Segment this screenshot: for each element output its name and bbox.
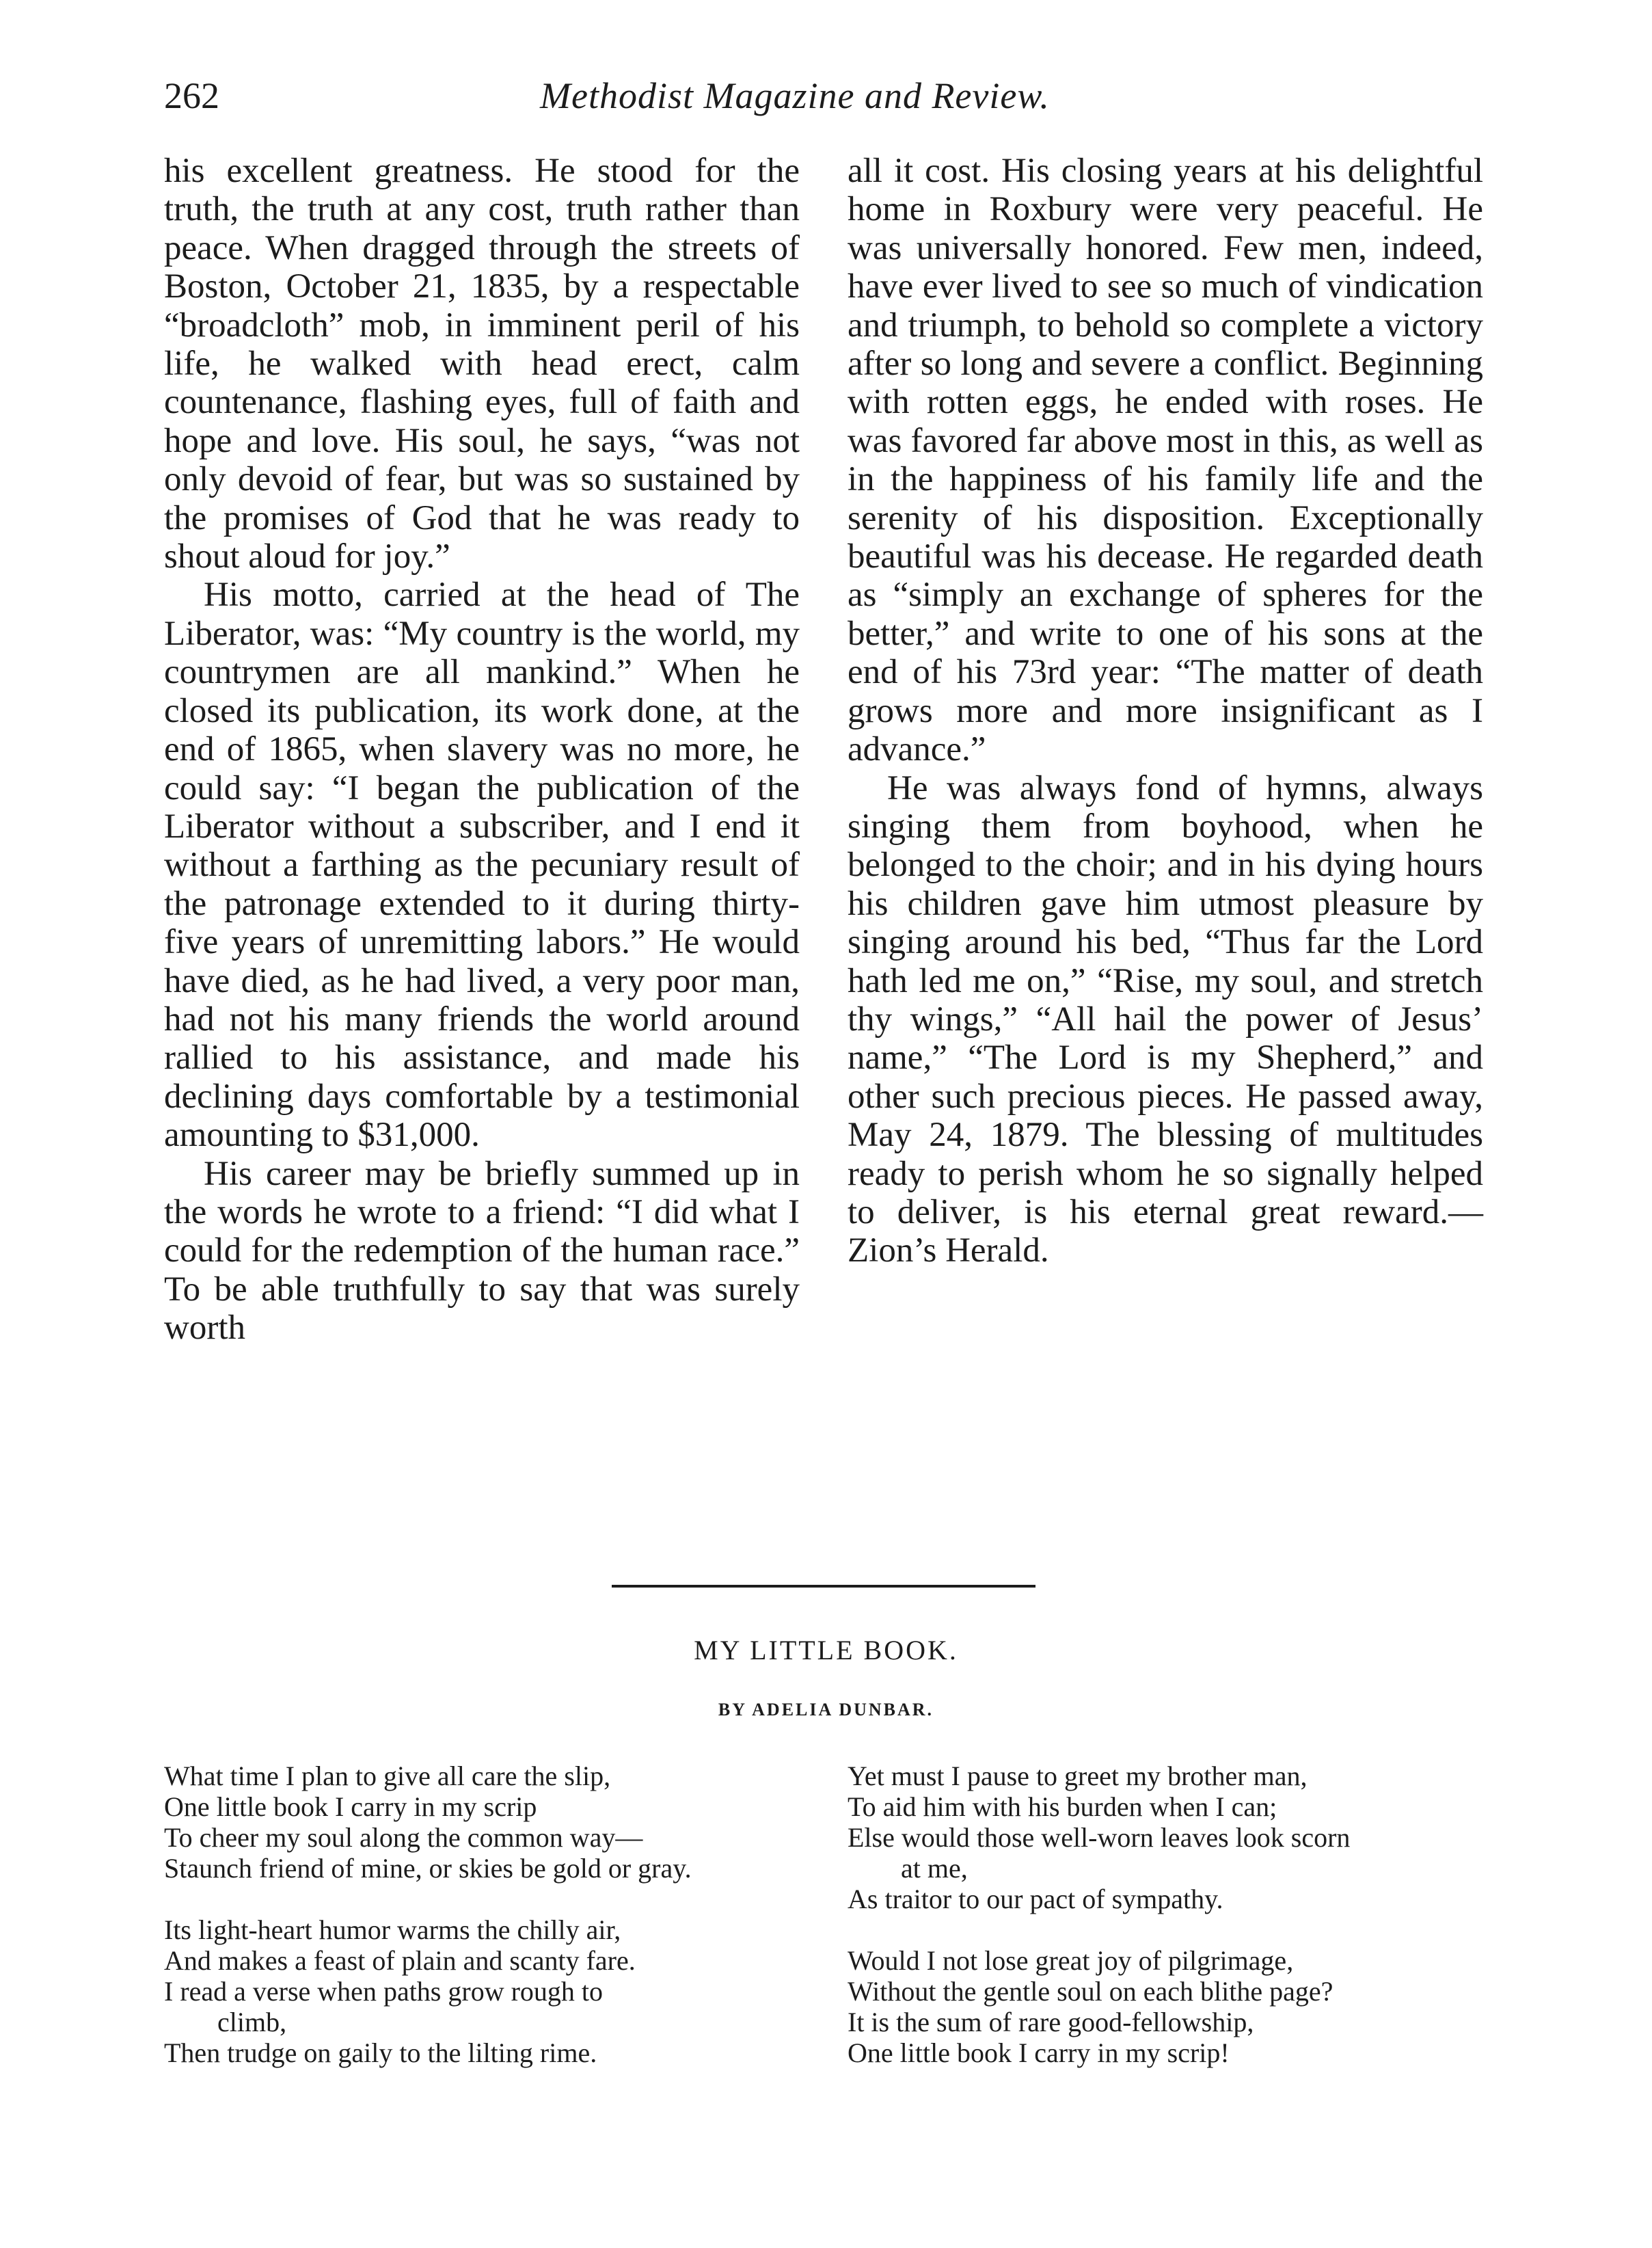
paragraph: his excellent greatness. He stood for the truth, the truth at any cost, truth rather than peace. When dragged through the streets of Boston, October 21, 1835, by a respectable “broadcloth” mob, in imminent peril of his life, he walked with head erect, calm countenance, flashing eyes, full of faith and hope and love. His soul, he says, “was not only devoid of fear, but was so sustained by the promises of God that he was ready to shout aloud for joy.” (164, 152, 800, 576)
verse-line: To cheer my soul along the common way— (164, 1822, 643, 1853)
paragraph: all it cost. His closing years at his delightful home in Roxbury were very peaceful. He was universally honored. Few men, indeed, have ever lived to see so much of vindication and triumph, to behold so complete a victory after so long and severe a conflict. Beginning with rotten eggs, he ended with roses. He was favored far above most in this, as well as in the happiness of his family life and the serenity of his disposition. Exceptionally beautiful was his decease. He regarded death as “simply an exchange of spheres for the better,” and write to one of his sons at the end of his 73rd year: “The matter of death grows more and more insignificant as I advance.” (848, 152, 1483, 769)
verse-line: And makes a feast of plain and scanty fare. (164, 1945, 636, 1976)
verse-line: Then trudge on gaily to the lilting rime. (164, 2037, 597, 2068)
poem-title: MY LITTLE BOOK. (694, 1635, 958, 1665)
verse-line: To aid him with his burden when I can; (848, 1791, 1277, 1822)
verse-line: Would I not lose great joy of pilgrimage, (848, 1945, 1294, 1976)
article-column-right (848, 152, 1483, 1270)
verse-line: One little book I carry in my scrip! (848, 2037, 1230, 2068)
poem-column-right (848, 1761, 1504, 2099)
verse-line: Its light-heart humor warms the chilly air, (164, 1914, 621, 1945)
verse-line: Else would those well-worn leaves look scorn (848, 1822, 1351, 1853)
verse-line: What time I plan to give all care the slip, (164, 1761, 611, 1791)
running-title: Methodist Magazine and Review. (540, 75, 1050, 116)
verse-line: I read a verse when paths grow rough to (164, 1976, 604, 2007)
verse-line: at me, (901, 1853, 968, 1884)
verse-line: As traitor to our pact of sympathy. (848, 1884, 1223, 1914)
verse-line: One little book I carry in my scrip (164, 1791, 537, 1822)
verse-line: It is the sum of rare good-fellowship, (848, 2007, 1254, 2037)
poem-byline: BY ADELIA DUNBAR. (718, 1700, 934, 1720)
stanza (164, 1761, 820, 1884)
verse-line: Staunch friend of mine, or skies be gold or gray. (164, 1853, 692, 1884)
poem-column-left (164, 1761, 820, 2099)
verse-line: Without the gentle soul on each blithe page? (848, 1976, 1333, 2007)
stanza (848, 1945, 1504, 2068)
paragraph: His career may be briefly summed up in the words he wrote to a friend: “I did what I could for the redemption of the human race.” To be able truthfully to say that was surely worth (164, 1154, 800, 1348)
stanza (164, 1914, 820, 2068)
paragraph: His motto, carried at the head of The Liberator, was: “My country is the world, my countrymen are all mankind.” When he closed its publication, its work done, at the end of 1865, when slavery was no more, he could say: “I began the publication of the Liberator without a subscriber, and I end it without a farthing as the pecuniary result of the patronage extended to it during thirty-five years of unremitting labors.” He would have died, as he had lived, a very poor man, had not his many friends the world around rallied to his assistance, and made his declining days comfortable by a testimonial amounting to $31,000. (164, 576, 800, 1155)
article-column-left (164, 152, 800, 1348)
verse-line: climb, (217, 2007, 287, 2037)
paragraph: He was always fond of hymns, always singing them from boyhood, when he belonged to the choir; and in his dying hours his children gave him utmost pleasure by singing around his bed, “Thus far the Lord hath led me on,” “Rise, my soul, and stretch thy wings,” “All hail the power of Jesus’ name,” “The Lord is my Shepherd,” and other such precious pieces. He passed away, May 24, 1879. The blessing of multitudes ready to perish whom he so signally helped to deliver, is his eternal great reward.—Zion’s Herald. (848, 768, 1483, 1270)
verse-line: Yet must I pause to greet my brother man, (848, 1761, 1308, 1791)
stanza (848, 1761, 1504, 1914)
page-number: 262 (164, 75, 219, 116)
section-divider (612, 1585, 1035, 1588)
